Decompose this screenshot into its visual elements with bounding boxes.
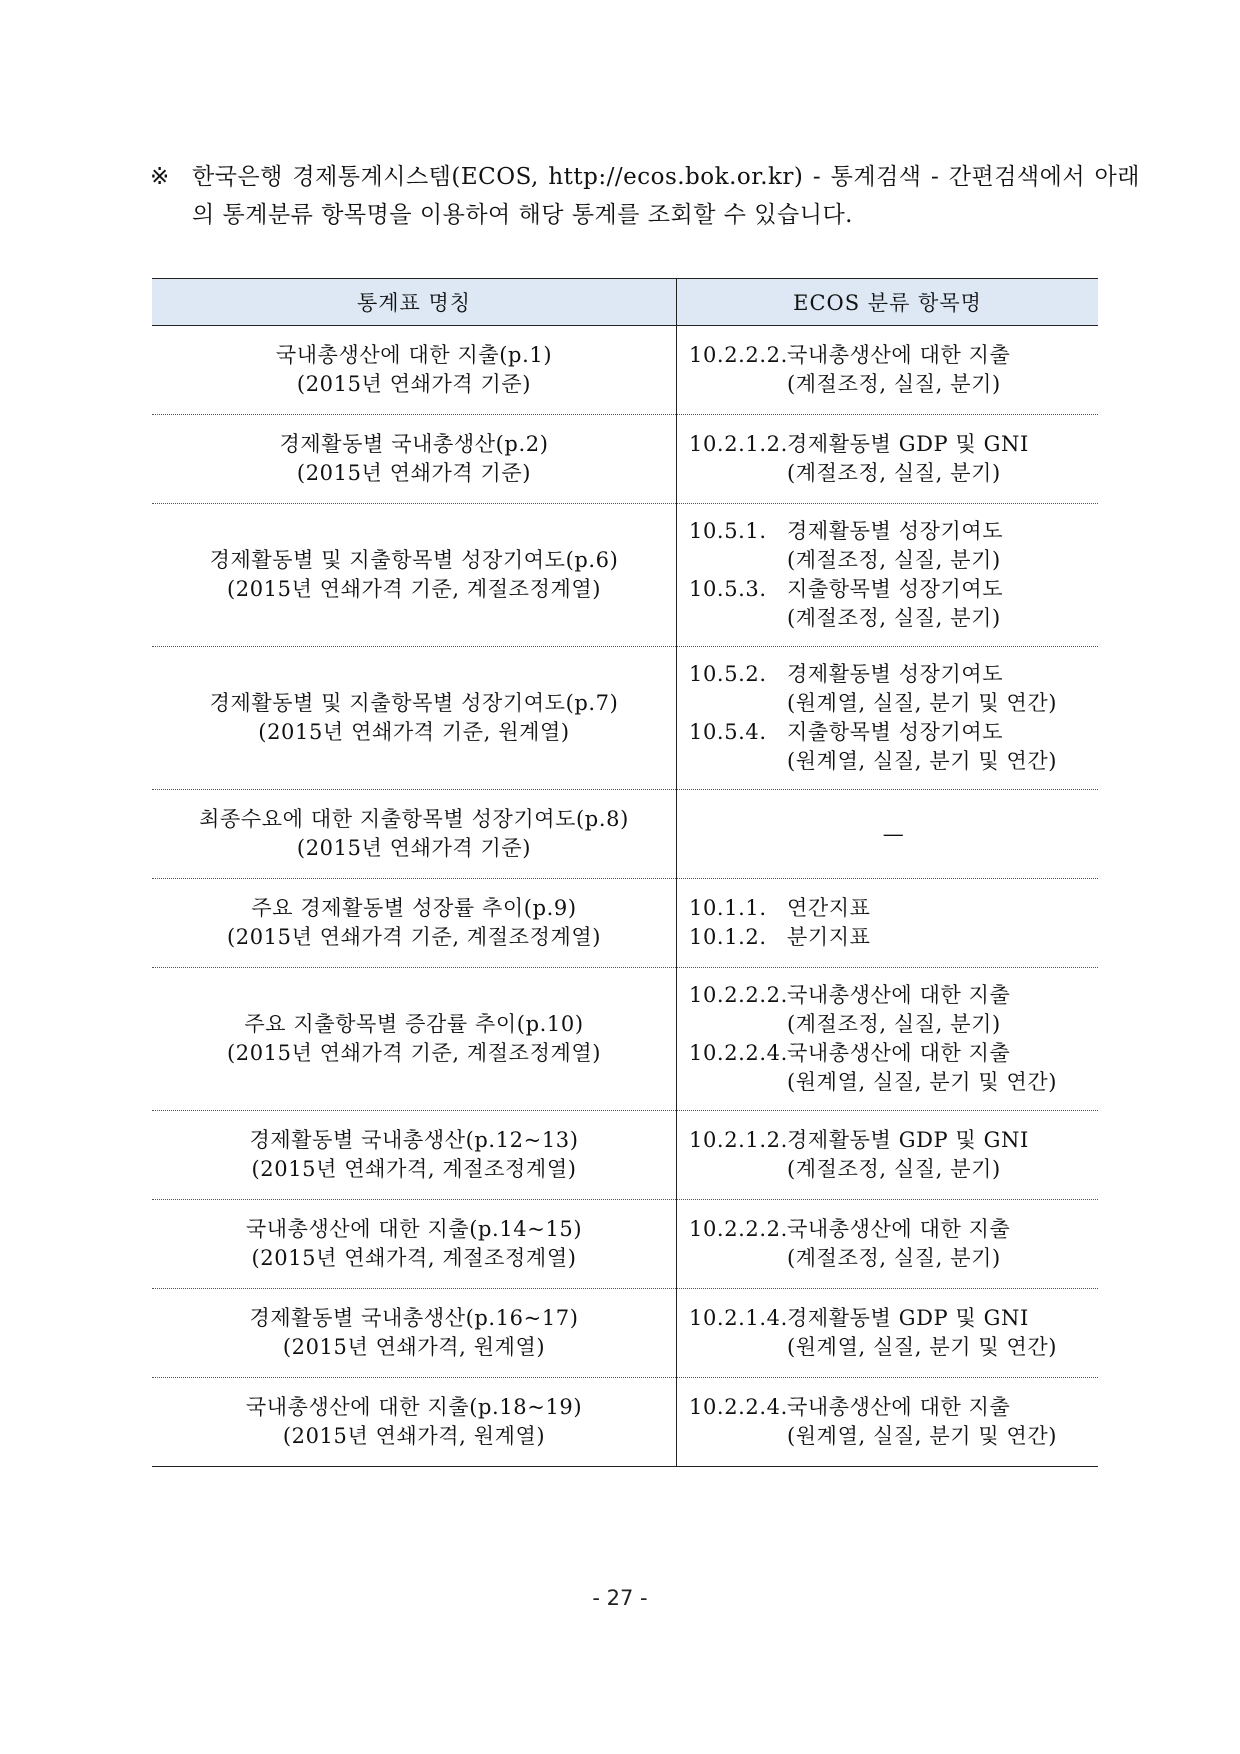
table-name-cell	[152, 1289, 677, 1378]
ecos-code: 10.2.2.2.	[689, 1217, 788, 1241]
ecos-item-label: (계절조정, 실질, 분기)	[787, 372, 1001, 396]
ecos-item-cell	[677, 1111, 1099, 1200]
ecos-item-line	[689, 660, 1098, 689]
table-name-cell	[152, 504, 677, 647]
ecos-item-line	[689, 604, 1098, 633]
table-row	[152, 790, 1098, 879]
ecos-classification-table	[152, 278, 1098, 1467]
ecos-item-label: 국내총생산에 대한 지출	[787, 983, 1011, 1007]
ecos-item-label: 경제활동별 GDP 및 GNI	[787, 432, 1029, 456]
ecos-item-line	[689, 894, 1098, 923]
ecos-item-label: 연간지표	[787, 896, 871, 920]
table-title: 국내총생산에 대한 지출(p.14~15)	[245, 1217, 583, 1241]
table-basis: (2015년 연쇄가격, 계절조정계열)	[251, 1246, 577, 1270]
header-ecos-item: ECOS 분류 항목명	[677, 279, 1099, 326]
table-basis: (2015년 연쇄가격 기준, 계절조정계열)	[226, 1041, 602, 1065]
ecos-item-cell	[677, 968, 1099, 1111]
ecos-code: 10.1.2.	[689, 925, 767, 949]
ecos-item-line	[689, 923, 1098, 952]
ecos-item-line	[689, 1039, 1098, 1068]
ecos-code: 10.2.2.4.	[689, 1395, 788, 1419]
ecos-code: 10.5.4.	[689, 720, 767, 744]
table-row	[152, 1111, 1098, 1200]
table-title: 경제활동별 국내총생산(p.16~17)	[249, 1306, 579, 1330]
ecos-item-line	[689, 459, 1098, 488]
table-body	[152, 326, 1098, 1467]
ecos-item-label: 분기지표	[787, 925, 871, 949]
ecos-code: 10.2.2.2.	[689, 983, 788, 1007]
ecos-item-cell	[677, 1289, 1099, 1378]
ecos-item-label: (원계열, 실질, 분기 및 연간)	[787, 1070, 1058, 1094]
table-row	[152, 326, 1098, 415]
ecos-item-line	[689, 1215, 1098, 1244]
table-basis: (2015년 연쇄가격 기준)	[296, 461, 532, 485]
table-title: 경제활동별 및 지출항목별 성장기여도(p.7)	[209, 691, 619, 715]
ecos-item-line	[689, 747, 1098, 776]
table-title: 국내총생산에 대한 지출(p.18~19)	[245, 1395, 583, 1419]
ecos-code: 10.2.2.2.	[689, 343, 788, 367]
ecos-code: 10.5.1.	[689, 519, 767, 543]
ecos-item-label: 경제활동별 성장기여도	[787, 662, 1004, 686]
table-title: 최종수요에 대한 지출항목별 성장기여도(p.8)	[199, 807, 629, 831]
table-row	[152, 1289, 1098, 1378]
table-basis: (2015년 연쇄가격 기준)	[296, 836, 532, 860]
ecos-item-line	[689, 1010, 1098, 1039]
table-title: 경제활동별 국내총생산(p.12~13)	[249, 1128, 579, 1152]
table-name-cell	[152, 647, 677, 790]
table-row	[152, 1378, 1098, 1467]
ecos-item-line	[689, 689, 1098, 718]
table-row	[152, 647, 1098, 790]
note-text: 한국은행 경제통계시스템(ECOS, http://ecos.bok.or.kr) - 통계검색 - 간편검색에서 아래의 통계분류 항목명을 이용하여 해당 통계를 조회할 수 있습니다.	[192, 164, 1140, 228]
table-basis: (2015년 연쇄가격, 계절조정계열)	[251, 1157, 577, 1181]
ecos-item-label: 경제활동별 성장기여도	[787, 519, 1004, 543]
table-name-cell	[152, 790, 677, 879]
ecos-item-cell	[677, 1200, 1099, 1289]
ecos-item-line	[689, 1244, 1098, 1273]
table-name-cell	[152, 1200, 677, 1289]
ecos-code: 10.2.2.4.	[689, 1041, 788, 1065]
ecos-item-cell	[677, 790, 1099, 879]
ecos-item-label: (계절조정, 실질, 분기)	[787, 461, 1001, 485]
ecos-item-line	[689, 1422, 1098, 1451]
table-header-row	[152, 279, 1098, 326]
ecos-item-label: 국내총생산에 대한 지출	[787, 1395, 1011, 1419]
ecos-item-label: 국내총생산에 대한 지출	[787, 1217, 1011, 1241]
ecos-item-label: (원계열, 실질, 분기 및 연간)	[787, 749, 1058, 773]
ecos-item-cell	[677, 326, 1099, 415]
ecos-item-label: 지출항목별 성장기여도	[787, 577, 1004, 601]
ecos-item-label: 경제활동별 GDP 및 GNI	[787, 1306, 1029, 1330]
ecos-item-label: (원계열, 실질, 분기 및 연간)	[787, 1424, 1058, 1448]
table-title: 경제활동별 및 지출항목별 성장기여도(p.6)	[209, 548, 619, 572]
table-title: 국내총생산에 대한 지출(p.1)	[275, 343, 553, 367]
ecos-item-line	[689, 1155, 1098, 1184]
ecos-item-line	[689, 430, 1098, 459]
ecos-item-label: 경제활동별 GDP 및 GNI	[787, 1128, 1029, 1152]
ecos-item-cell	[677, 504, 1099, 647]
table-row	[152, 504, 1098, 647]
ecos-item-line	[689, 1126, 1098, 1155]
ecos-item-label: (계절조정, 실질, 분기)	[787, 548, 1001, 572]
header-table-name: 통계표 명칭	[152, 279, 677, 326]
ecos-code: 10.5.3.	[689, 577, 767, 601]
ecos-item-cell	[677, 647, 1099, 790]
ecos-item-cell	[677, 415, 1099, 504]
ecos-item-line	[689, 1068, 1098, 1097]
ecos-item-line	[689, 370, 1098, 399]
ecos-item-label: 국내총생산에 대한 지출	[787, 343, 1011, 367]
ecos-code: 10.2.1.2.	[689, 432, 788, 456]
table-row	[152, 1200, 1098, 1289]
ecos-item-label: (계절조정, 실질, 분기)	[787, 1012, 1001, 1036]
table-name-cell	[152, 1111, 677, 1200]
table-basis: (2015년 연쇄가격, 원계열)	[282, 1424, 546, 1448]
table-basis: (2015년 연쇄가격, 원계열)	[282, 1335, 546, 1359]
ecos-item-line	[689, 546, 1098, 575]
ecos-item-line	[689, 341, 1098, 370]
table-name-cell	[152, 968, 677, 1111]
ecos-code: 10.2.1.4.	[689, 1306, 788, 1330]
ecos-item-label: (계절조정, 실질, 분기)	[787, 1246, 1001, 1270]
table-title: 주요 경제활동별 성장률 추이(p.9)	[251, 896, 577, 920]
ecos-note	[150, 158, 1140, 234]
ecos-item-label: (원계열, 실질, 분기 및 연간)	[787, 1335, 1058, 1359]
table-name-cell	[152, 879, 677, 968]
table-title: 주요 지출항목별 증감률 추이(p.10)	[244, 1012, 584, 1036]
ecos-item-line	[689, 575, 1098, 604]
table-basis: (2015년 연쇄가격 기준, 계절조정계열)	[226, 577, 602, 601]
table-row	[152, 968, 1098, 1111]
ecos-code: 10.1.1.	[689, 896, 767, 920]
ecos-item-line	[689, 718, 1098, 747]
ecos-code: 10.5.2.	[689, 662, 767, 686]
reference-mark: ※	[150, 164, 170, 190]
table-basis: (2015년 연쇄가격 기준, 원계열)	[258, 720, 570, 744]
ecos-item-line	[689, 517, 1098, 546]
ecos-item-label: (계절조정, 실질, 분기)	[787, 1157, 1001, 1181]
ecos-item-label: (계절조정, 실질, 분기)	[787, 606, 1001, 630]
table-row	[152, 415, 1098, 504]
ecos-item-line	[689, 1333, 1098, 1362]
ecos-item-label: 지출항목별 성장기여도	[787, 720, 1004, 744]
ecos-code: 10.2.1.2.	[689, 1128, 788, 1152]
ecos-item-cell	[677, 879, 1099, 968]
no-item-dash: —	[882, 821, 905, 846]
ecos-item-cell	[677, 1378, 1099, 1467]
table-name-cell	[152, 326, 677, 415]
ecos-item-line	[689, 981, 1098, 1010]
table-title: 경제활동별 국내총생산(p.2)	[279, 432, 549, 456]
ecos-item-line	[689, 1393, 1098, 1422]
table-name-cell	[152, 1378, 677, 1467]
table-name-cell	[152, 415, 677, 504]
ecos-item-label: 국내총생산에 대한 지출	[787, 1041, 1011, 1065]
table-basis: (2015년 연쇄가격 기준, 계절조정계열)	[226, 925, 602, 949]
table-row	[152, 879, 1098, 968]
page-number: - 27 -	[592, 1586, 648, 1610]
table-basis: (2015년 연쇄가격 기준)	[296, 372, 532, 396]
ecos-item-line	[689, 1304, 1098, 1333]
ecos-item-label: (원계열, 실질, 분기 및 연간)	[787, 691, 1058, 715]
